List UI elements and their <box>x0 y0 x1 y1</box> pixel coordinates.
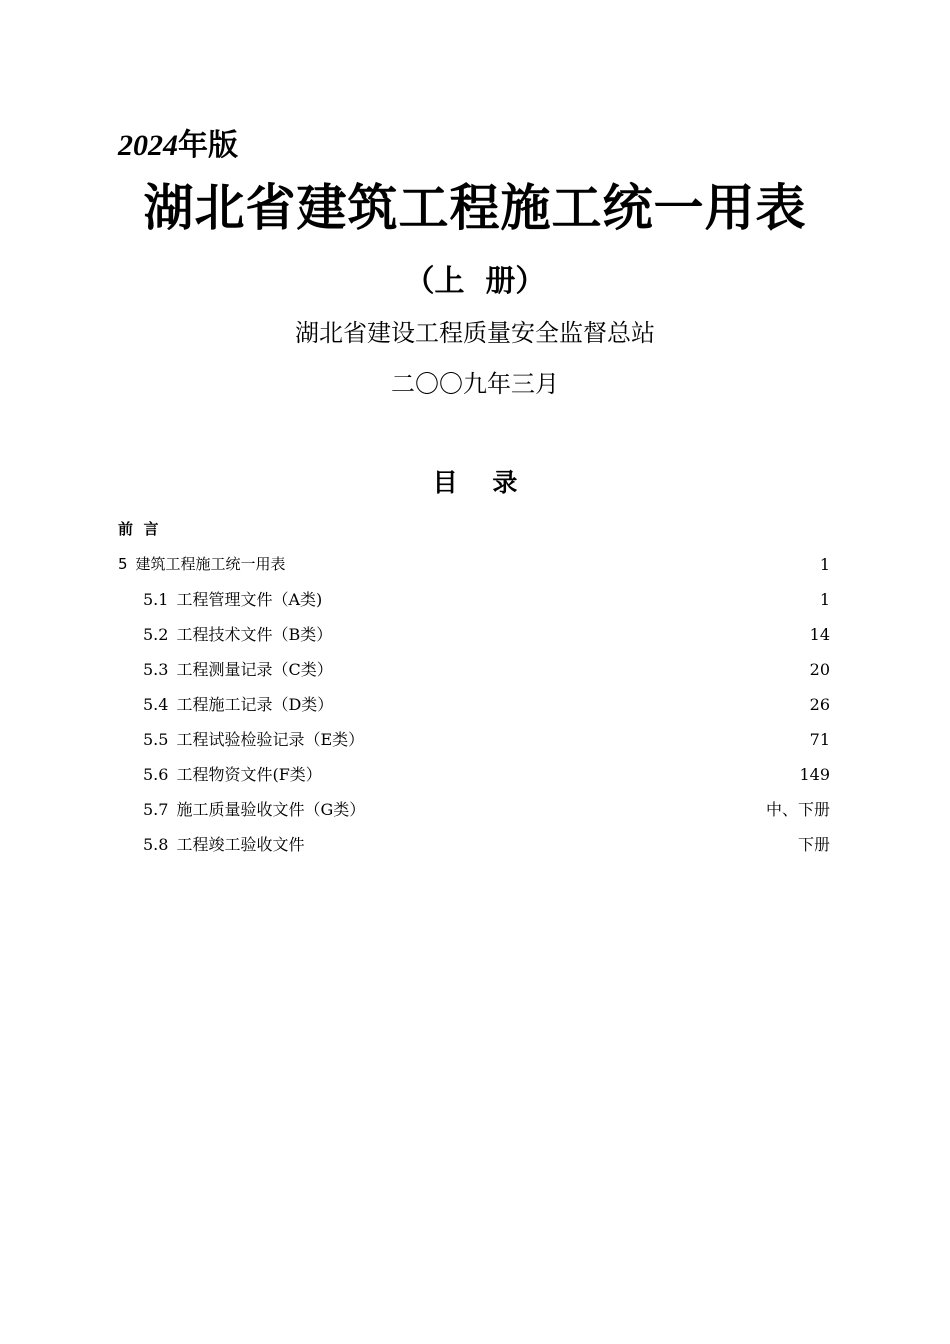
toc-entry-number: 5.7 <box>143 800 169 819</box>
table-of-contents <box>118 512 830 862</box>
toc-entry-title: 工程管理文件（A类) <box>176 590 323 609</box>
toc-entry-5-8[interactable] <box>118 827 830 862</box>
edition-label <box>118 126 238 166</box>
toc-entry-number: 5 <box>118 555 128 573</box>
toc-entry-title: 工程施工记录（D类） <box>176 695 334 714</box>
toc-entry-title: 工程物资文件(F类） <box>176 765 322 784</box>
toc-entry-title: 工程技术文件（B类） <box>176 625 333 644</box>
toc-entry-title: 施工质量验收文件（G类） <box>176 800 366 819</box>
toc-entry-number: 5.6 <box>143 765 169 784</box>
toc-entry-5[interactable] <box>118 547 830 582</box>
toc-entry-number: 5.5 <box>143 730 169 749</box>
toc-entry-page: 149 <box>799 765 830 784</box>
edition-suffix: 年版 <box>178 128 238 163</box>
toc-entry-page: 下册 <box>797 835 830 854</box>
toc-entry-title: 工程试验检验记录（E类） <box>176 730 365 749</box>
toc-entry-page: 14 <box>809 625 830 644</box>
toc-entry-title: 工程测量记录（C类） <box>176 660 333 679</box>
publisher-name: 湖北省建设工程质量安全监督总站 <box>295 319 655 347</box>
toc-entry-number: 5.1 <box>143 590 169 609</box>
toc-entry-title: 建筑工程施工统一用表 <box>135 555 286 573</box>
toc-entry-number: 5.3 <box>143 660 169 679</box>
toc-entry-5-1[interactable] <box>118 582 830 617</box>
toc-entry-number: 5.8 <box>143 835 169 854</box>
toc-entry-page: 1 <box>819 555 830 574</box>
toc-entry-page: 71 <box>809 730 830 749</box>
toc-entry-page: 20 <box>809 660 830 679</box>
volume-label: （上 册） <box>404 264 546 299</box>
toc-entry-page: 1 <box>819 590 830 609</box>
toc-entry-5-3[interactable] <box>118 652 830 687</box>
toc-entry-5-4[interactable] <box>118 687 830 722</box>
toc-entry-page: 中、下册 <box>765 800 830 819</box>
toc-heading: 目 录 <box>432 468 518 497</box>
document-title: 湖北省建筑工程施工统一用表 <box>143 178 807 237</box>
toc-entry-number: 5.4 <box>143 695 169 714</box>
edition-year: 2024 <box>118 129 178 162</box>
toc-entry-5-5[interactable] <box>118 722 830 757</box>
toc-entry-preface[interactable] <box>118 512 830 547</box>
toc-entry-5-2[interactable] <box>118 617 830 652</box>
toc-entry-page: 26 <box>809 695 830 714</box>
toc-entry-5-6[interactable] <box>118 757 830 792</box>
publication-date: 二〇〇九年三月 <box>391 370 559 398</box>
toc-entry-title: 工程竣工验收文件 <box>176 835 305 854</box>
toc-entry-title: 前 言 <box>118 520 159 538</box>
toc-entry-5-7[interactable] <box>118 792 830 827</box>
toc-entry-number: 5.2 <box>143 625 169 644</box>
